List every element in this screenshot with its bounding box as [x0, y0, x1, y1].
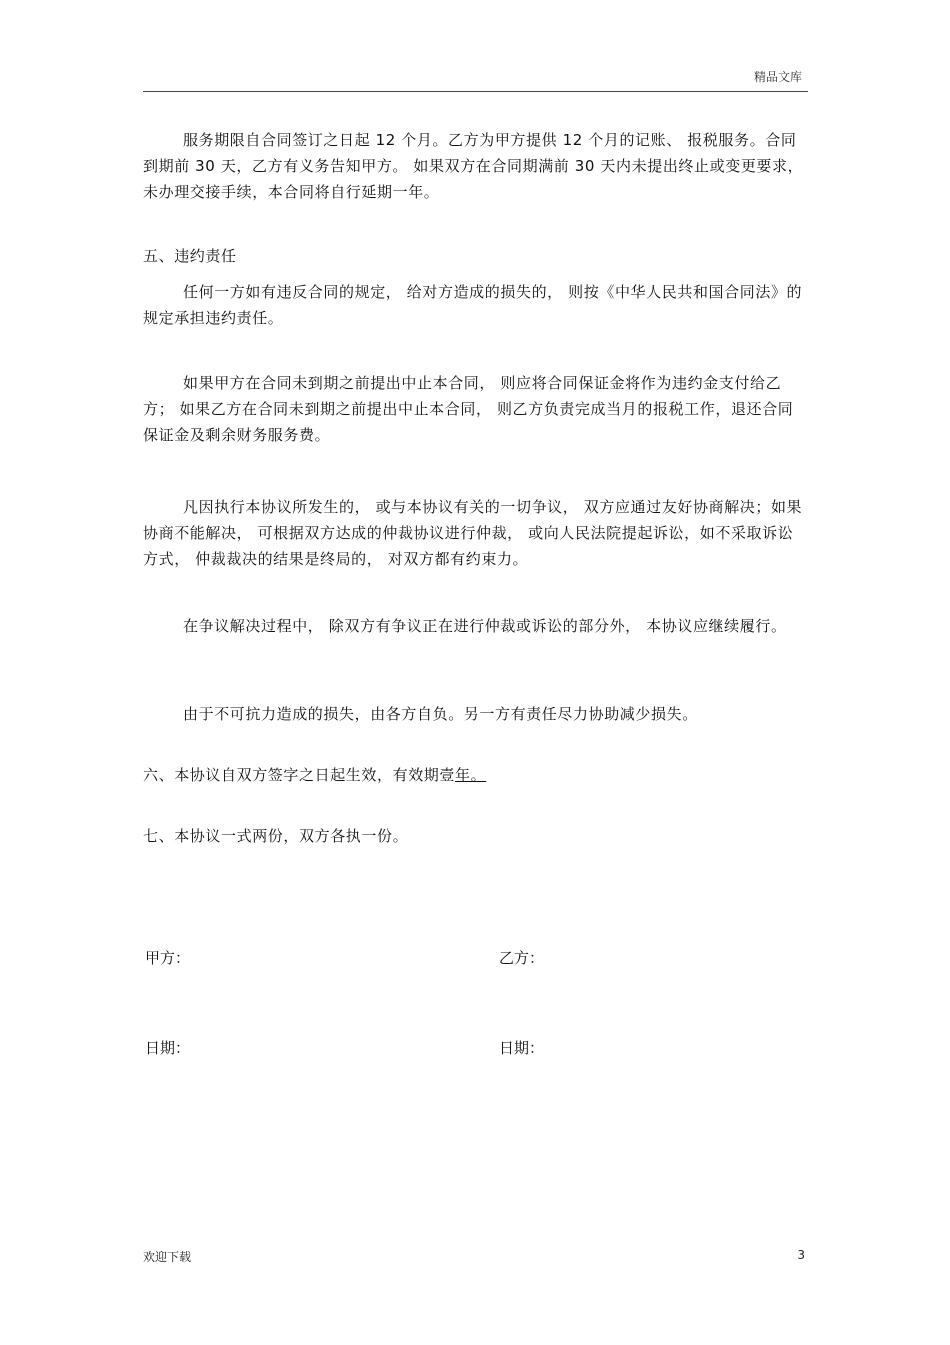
page-number: 3	[797, 1248, 805, 1262]
paragraph-dispute-resolution: 凡因执行本协议所发生的， 或与本协议有关的一切争议， 双方应通过友好协商解决；如果协商不能解决， 可根据双方达成的仲裁协议进行仲裁， 或向人民法院提起诉讼，如不采取诉讼方式， 仲裁裁决的结果是终局的， 对双方都有约束力。	[143, 498, 803, 568]
clause-six-effective	[143, 762, 808, 788]
clause-six-tail: 年。	[455, 766, 487, 784]
date-party-b: 日期：	[499, 1039, 545, 1057]
clause-seven-copies: 七、本协议一式两份，双方各执一份。	[143, 827, 409, 845]
date-party-a: 日期：	[145, 1039, 191, 1057]
paragraph-force-majeure: 由于不可抗力造成的损失，由各方自负。另一方有责任尽力协助减少损失。	[183, 705, 698, 723]
paragraph-breach-liability: 任何一方如有违反合同的规定， 给对方造成的损失的， 则按《中华人民共和国合同法》的规定承担违约责任。	[143, 283, 803, 327]
paragraph-service-term: 服务期限自合同签订之日起 12 个月。乙方为甲方提供 12 个月的记账、 报税服务。合同到期前 30 天，乙方有义务告知甲方。 如果双方在合同期满前 30 天内未提出终止或变更要求，未办理交接手续，本合同将自行延期一年。	[143, 131, 804, 201]
signature-party-a: 甲方：	[145, 949, 191, 967]
header-label: 精品文库	[753, 70, 802, 84]
paragraph-continued-performance: 在争议解决过程中， 除双方有争议正在进行仲裁或诉讼的部分外， 本协议应继续履行。	[183, 617, 787, 635]
header-divider	[143, 91, 808, 92]
footer-label: 欢迎下载	[143, 1250, 192, 1264]
clause-six-text: 六、本协议自双方签字之日起生效，有效期壹	[143, 766, 456, 784]
paragraph-early-termination: 如果甲方在合同未到期之前提出中止本合同， 则应将合同保证金将作为违约金支付给乙方； 如果乙方在合同未到期之前提出中止本合同， 则乙方负责完成当月的报税工作，退还合同保证金及剩余财务服务费。	[143, 374, 794, 444]
section-heading-breach: 五、违约责任	[143, 247, 237, 265]
signature-party-b: 乙方：	[499, 949, 545, 967]
